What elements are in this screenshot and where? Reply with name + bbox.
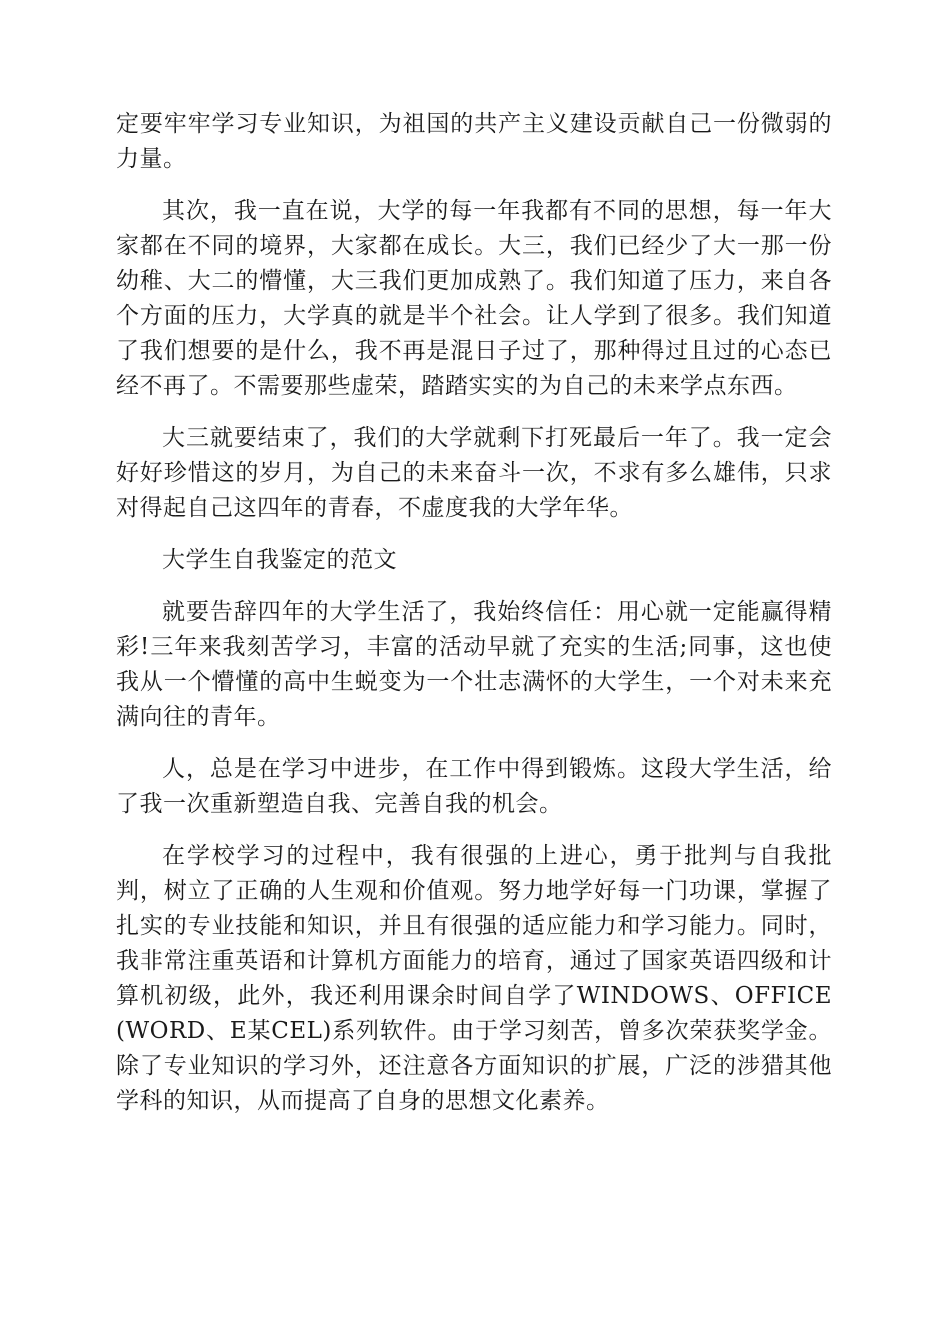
paragraph-junior-year-ending: 大三就要结束了，我们的大学就剩下打死最后一年了。我一定会好好珍惜这的岁月，为自己的未来奋斗一次，不求有多么雄伟，只求对得起自己这四年的青春，不虚度我的大学年华。 — [116, 425, 832, 521]
paragraph-continuation: 定要牢牢学习专业知识，为祖国的共产主义建设贡献自己一份微弱的力量。 — [116, 111, 832, 172]
paragraph-study: 在学校学习的过程中，我有很强的上进心，勇于批判与自我批判，树立了正确的人生观和价值观。努力地学好每一门功课，掌握了扎实的专业技能和知识，并且有很强的适应能力和学习能力。同时，我非常注重英语和计算机方面能力的培育，通过了国家英语四级和计算机初级，此外，我还利用课余时间自学了WINDOWS、OFFICE(WORD、E某CEL)系列软件。由于学习刻苦，曾多次荣获奖学金。除了专业知识的学习外，还注意各方面知识的扩展，广泛的涉猎其他学科的知识，从而提高了自身的思想文化素养。 — [116, 843, 832, 1114]
section-heading: 大学生自我鉴定的范文 — [162, 547, 397, 573]
document-body — [116, 107, 832, 1136]
paragraph-farewell: 就要告辞四年的大学生活了，我始终信任：用心就一定能赢得精彩!三年来我刻苦学习，丰富的活动早就了充实的生活;同事，这也使我从一个懵懂的高中生蜕变为一个壮志满怀的大学生，一个对未来充满向往的青年。 — [116, 599, 832, 730]
paragraph-second-reflection: 其次，我一直在说，大学的每一年我都有不同的思想，每一年大家都在不同的境界，大家都在成长。大三，我们已经少了大一那一份幼稚、大二的懵懂，大三我们更加成熟了。我们知道了压力，来自各个方面的压力，大学真的就是半个社会。让人学到了很多。我们知道了我们想要的是什么，我不再是混日子过了，那种得过且过的心态已经不再了。不需要那些虚荣，踏踏实实的为自己的未来学点东西。 — [116, 198, 832, 399]
paragraph-growth: 人，总是在学习中进步，在工作中得到锻炼。这段大学生活，给了我一次重新塑造自我、完善自我的机会。 — [116, 756, 832, 817]
